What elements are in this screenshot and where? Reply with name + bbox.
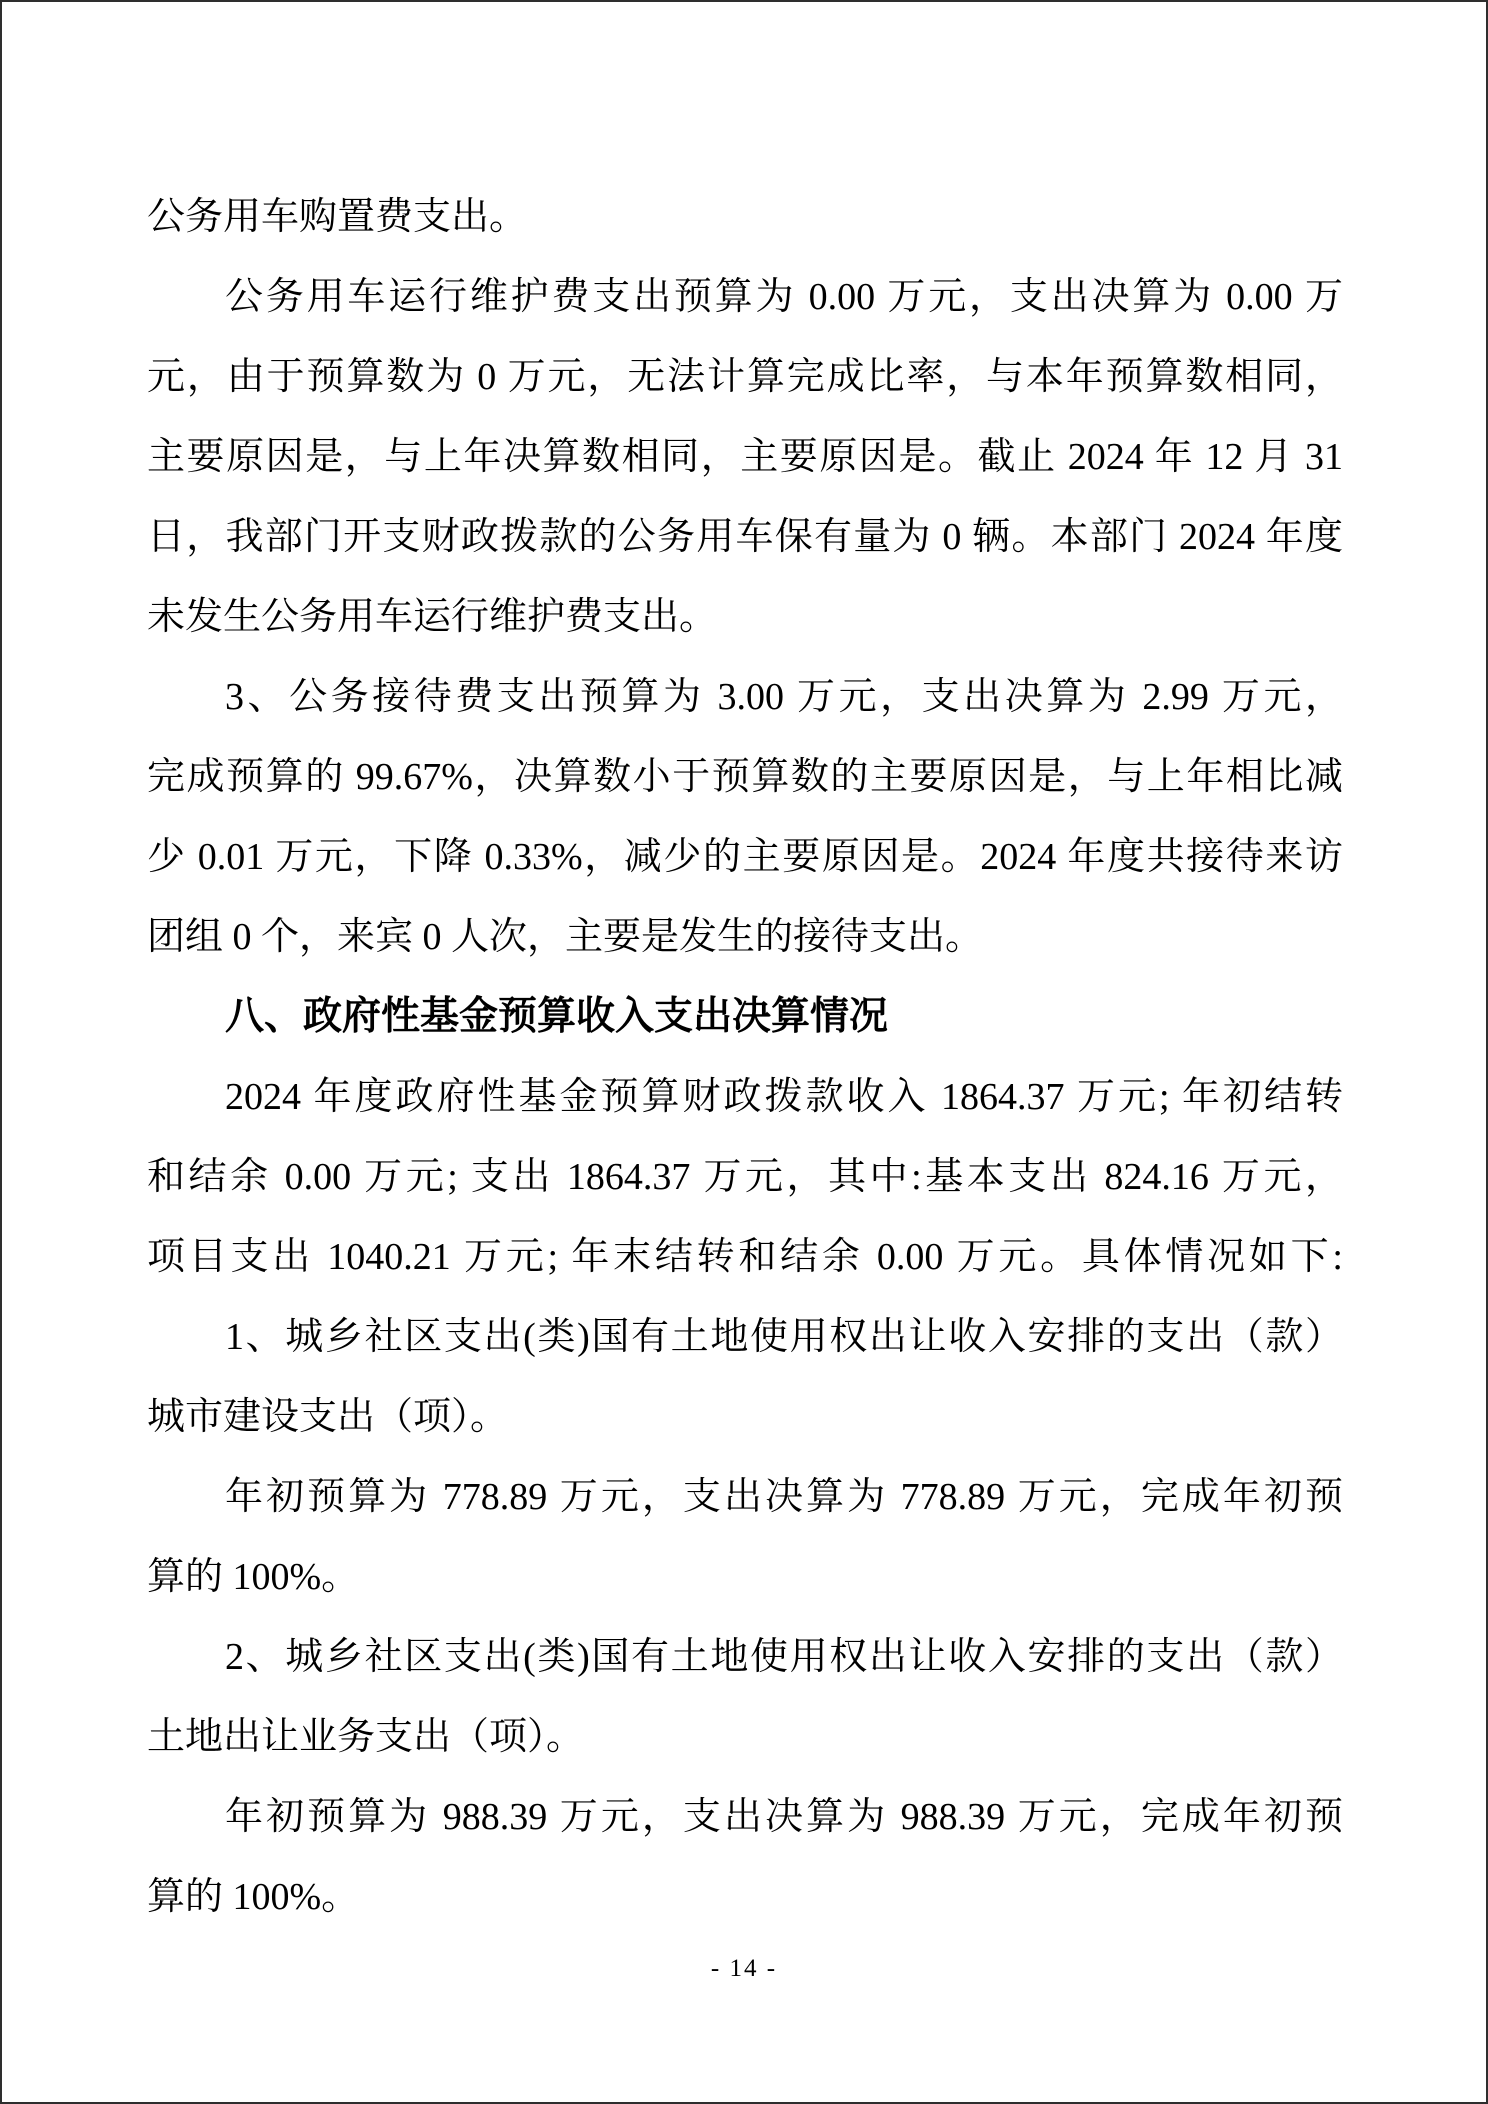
text-line: 主要原因是，与上年决算数相同，主要原因是。截止 2024 年 12 月 31	[147, 436, 1343, 478]
section-heading: 八、政府性基金预算收入支出决算情况	[225, 995, 889, 1038]
text-line: 城市建设支出（项）。	[147, 1396, 509, 1438]
text-line: 元，由于预算数为 0 万元，无法计算完成比率，与本年预算数相同，	[147, 356, 1343, 398]
text-line: 公务用车运行维护费支出预算为 0.00 万元，支出决算为 0.00 万	[225, 276, 1343, 318]
text-line: 完成预算的 99.67%，决算数小于预算数的主要原因是，与上年相比减	[147, 756, 1343, 798]
text-line: 和结余 0.00 万元; 支出 1864.37 万元，其中:基本支出 824.16 万元，	[147, 1156, 1343, 1198]
document-content	[147, 177, 1343, 1937]
text-line: 年初预算为 778.89 万元，支出决算为 778.89 万元，完成年初预	[225, 1476, 1343, 1518]
text-line: 1、城乡社区支出(类)国有土地使用权出让收入安排的支出（款）	[225, 1316, 1343, 1358]
text-line: 2、城乡社区支出(类)国有土地使用权出让收入安排的支出（款）	[225, 1636, 1343, 1678]
text-line: 算的 100%。	[147, 1876, 360, 1918]
text-line: 少 0.01 万元，下降 0.33%，减少的主要原因是。2024 年度共接待来访	[147, 836, 1343, 878]
text-line: 土地出让业务支出（项）。	[147, 1716, 585, 1758]
text-line: 团组 0 个，来宾 0 人次，主要是发生的接待支出。	[147, 916, 984, 958]
page-number: - 14 -	[710, 1955, 778, 1982]
text-line: 公务用车购置费支出。	[147, 196, 528, 238]
text-line: 2024 年度政府性基金预算财政拨款收入 1864.37 万元; 年初结转	[225, 1076, 1343, 1118]
text-line: 3、公务接待费支出预算为 3.00 万元，支出决算为 2.99 万元，	[225, 676, 1343, 718]
text-line: 年初预算为 988.39 万元，支出决算为 988.39 万元，完成年初预	[225, 1796, 1343, 1838]
text-line: 日，我部门开支财政拨款的公务用车保有量为 0 辆。本部门 2024 年度	[147, 516, 1343, 558]
text-line: 未发生公务用车运行维护费支出。	[147, 596, 718, 638]
text-line: 项目支出 1040.21 万元; 年末结转和结余 0.00 万元。具体情况如下:	[147, 1236, 1343, 1278]
text-line: 算的 100%。	[147, 1556, 360, 1598]
